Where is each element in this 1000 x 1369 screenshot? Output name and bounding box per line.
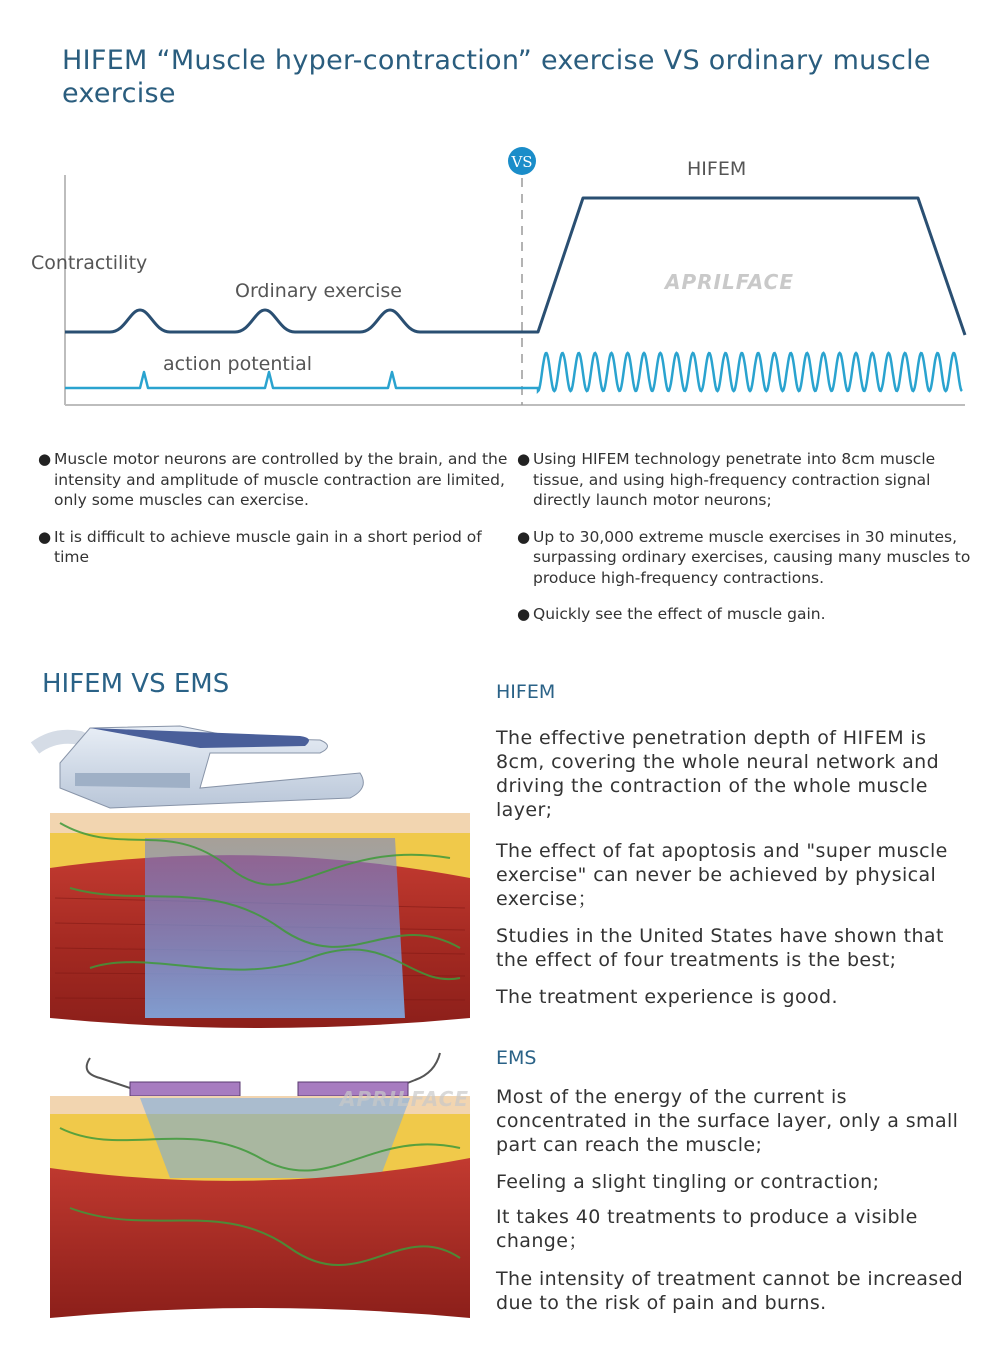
hifem-field — [145, 838, 405, 1018]
hifem-curve-label: HIFEM — [687, 158, 747, 180]
contractility-label: Contractility — [31, 252, 148, 274]
action-potential-label: action potential — [163, 353, 313, 375]
ems-electrode-left — [130, 1082, 240, 1096]
hifem-illustration — [30, 718, 480, 1048]
bullet-item: ● It is difficult to achieve muscle gain in a short period of time — [38, 527, 482, 566]
hifem-point: The effective penetration depth of HIFEM is 8cm, covering the whole neural network and driving the contraction of the whole muscle layer; — [496, 727, 940, 821]
bullet-icon: ● — [517, 605, 531, 623]
ems-wire — [87, 1058, 130, 1088]
ordinary-exercise-label: Ordinary exercise — [235, 280, 402, 302]
hifem-point: The effect of fat apoptosis and "super muscle exercise" can never be achieved by physical exercise； — [496, 840, 948, 910]
hifem-heading: HIFEM — [496, 681, 556, 703]
bullet-item: ● Using HIFEM technology penetrate into 8cm muscle tissue, and using high-frequency contraction signal directly launch motor neurons; — [517, 450, 936, 509]
vs-badge-text: VS — [511, 153, 533, 171]
ems-point: Most of the energy of the current is concentrated in the surface layer, only a small part can reach the muscle; — [496, 1086, 959, 1156]
page-title: HIFEM “Muscle hyper-contraction” exercise VS ordinary muscle exercise — [62, 45, 931, 109]
muscle-layer — [50, 1158, 470, 1318]
hifem-notes — [519, 449, 989, 641]
ems-illustration — [40, 1048, 480, 1338]
hifem-description — [496, 726, 976, 1009]
bullet-icon: ● — [517, 527, 531, 546]
hifem-point: The treatment experience is good. — [496, 986, 838, 1008]
ems-heading: EMS — [496, 1047, 537, 1069]
ordinary-exercise-notes — [40, 449, 510, 584]
ems-point: Feeling a slight tingling or contraction; — [496, 1171, 880, 1193]
bullet-icon: ● — [38, 527, 52, 546]
section-title: HIFEM VS EMS — [42, 669, 230, 699]
ems-description — [496, 1085, 976, 1315]
contraction-diagram — [0, 130, 1000, 420]
high-frequency-wave — [522, 353, 962, 391]
hifem-device — [35, 726, 363, 808]
contractility-curve — [65, 198, 965, 335]
watermark: APRILFACE — [665, 270, 795, 294]
bullet-icon: ● — [38, 450, 52, 468]
bullet-item: ● Up to 30,000 extreme muscle exercises in 30 minutes, surpassing ordinary exercises, causing many muscles to produce high-frequency contractions. — [517, 527, 971, 587]
hifem-point: Studies in the United States have shown that the effect of four treatments is the best; — [496, 925, 944, 971]
ems-point: The intensity of treatment cannot be increased due to the risk of pain and burns. — [496, 1268, 964, 1314]
bullet-icon: ● — [517, 450, 531, 468]
bullet-item: ● Quickly see the effect of muscle gain. — [517, 605, 826, 623]
watermark: APRILFACE — [340, 1087, 470, 1111]
ems-point: It takes 40 treatments to produce a visible change； — [496, 1206, 918, 1252]
skin-layer — [50, 813, 470, 835]
bullet-item: ● Muscle motor neurons are controlled by the brain, and the intensity and amplitude of muscle contraction are limited, only some muscles can exercise. — [38, 450, 508, 509]
